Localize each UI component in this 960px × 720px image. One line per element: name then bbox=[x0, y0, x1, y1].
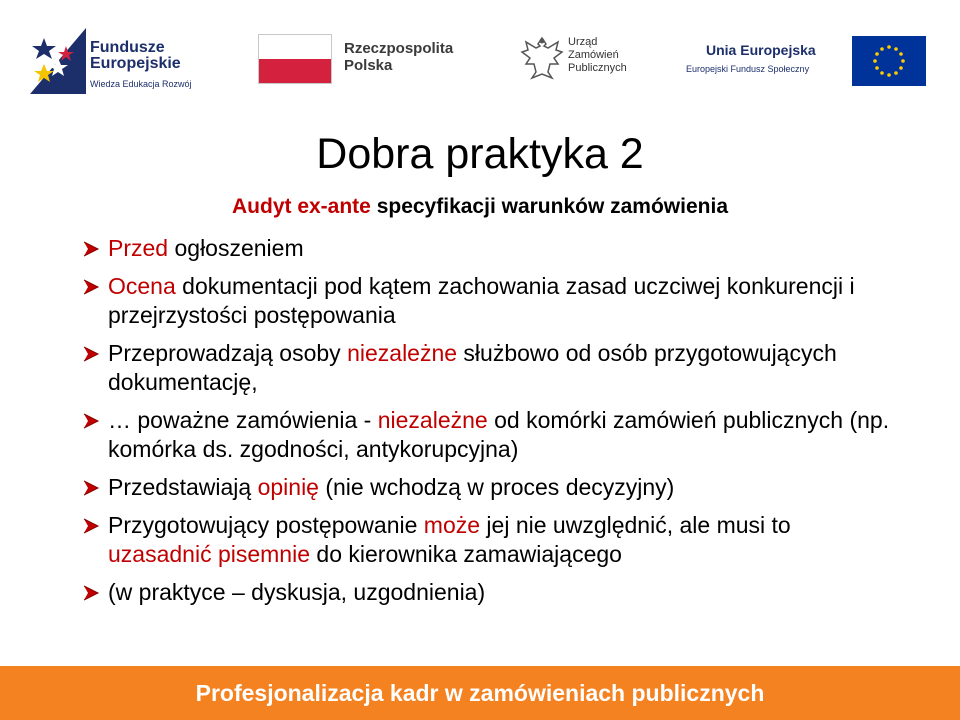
subtitle-highlight: Audyt ex-ante bbox=[232, 195, 371, 218]
arrow-bullet-icon bbox=[82, 412, 100, 430]
bullet-text: … poważne zamówienia - bbox=[108, 407, 378, 433]
arrow-bullet-icon bbox=[82, 517, 100, 535]
ue-title: Unia Europejska bbox=[706, 42, 816, 58]
bullet-text: (w praktyce – dyskusja, uzgodnienia) bbox=[108, 579, 486, 605]
uzp-line1: Urząd bbox=[568, 36, 598, 48]
eagle-emblem-icon bbox=[520, 34, 564, 82]
bullet-item bbox=[80, 406, 900, 464]
uzp-logo bbox=[520, 34, 660, 88]
slide-title: Dobra praktyka 2 bbox=[316, 130, 644, 178]
rzeczpospolita-name bbox=[344, 40, 453, 74]
fundusze-line1: Fundusze bbox=[90, 39, 165, 56]
bullet-item bbox=[80, 339, 900, 397]
bullet-item bbox=[80, 272, 900, 330]
bullet-highlight: opinię bbox=[257, 474, 319, 500]
fundusze-line2: Europejskie bbox=[90, 55, 181, 72]
fundusze-star-icon bbox=[30, 28, 86, 94]
eu-flag-icon bbox=[852, 36, 926, 86]
logo-bar bbox=[0, 0, 960, 120]
bullet-text: ogłoszeniem bbox=[168, 235, 304, 261]
unia-europejska-logo bbox=[686, 36, 926, 88]
arrow-bullet-icon bbox=[82, 240, 100, 258]
uzp-name bbox=[568, 36, 627, 75]
bullet-list bbox=[80, 234, 900, 616]
bullet-highlight: Przed bbox=[108, 235, 169, 261]
uzp-line3: Publicznych bbox=[568, 62, 627, 74]
bullet-text: służbowo od osób przygotowujących dokumentację, bbox=[108, 340, 837, 395]
footer-text: Profesjonalizacja kadr w zamówieniach publicznych bbox=[195, 680, 765, 706]
arrow-bullet-icon bbox=[82, 278, 100, 296]
ue-subtitle: Europejski Fundusz Społeczny bbox=[686, 64, 810, 74]
slide-subtitle bbox=[0, 192, 960, 222]
bullet-highlight: niezależne bbox=[347, 340, 458, 366]
bullet-text: jej nie uwzględnić, ale musi to bbox=[480, 512, 791, 538]
bullet-text: od komórki zamówień publicznych (np. komórka ds. zgodności, antykorupcyjna) bbox=[108, 407, 890, 462]
bullet-text: (nie wchodzą w proces decyzyjny) bbox=[318, 474, 675, 500]
fundusze-europejskie-logo bbox=[30, 28, 250, 98]
rzeczpospolita-logo bbox=[258, 34, 488, 86]
bullet-item bbox=[80, 511, 900, 569]
bullet-highlight: niezależne bbox=[377, 407, 488, 433]
bullet-text: dokumentacji pod kątem zachowania zasad uczciwej konkurencji i przejrzystości postępowania bbox=[108, 273, 855, 328]
bullet-text: Przedstawiają bbox=[108, 474, 258, 500]
bullet-item bbox=[80, 234, 900, 263]
bullet-text: do kierownika zamawiającego bbox=[310, 541, 622, 567]
bullet-highlight: uzasadnić pisemnie bbox=[108, 541, 311, 567]
bullet-highlight: Ocena bbox=[108, 273, 176, 299]
rp-line2: Polska bbox=[344, 57, 393, 74]
bullet-item bbox=[80, 578, 900, 607]
footer-banner bbox=[0, 666, 960, 720]
arrow-bullet-icon bbox=[82, 479, 100, 497]
arrow-bullet-icon bbox=[82, 345, 100, 363]
fundusze-tagline: Wiedza Edukacja Rozwój bbox=[90, 79, 192, 89]
uzp-line2: Zamówień bbox=[568, 49, 619, 61]
bullet-item bbox=[80, 473, 900, 502]
arrow-bullet-icon bbox=[82, 584, 100, 602]
polish-flag-icon bbox=[258, 34, 332, 84]
bullet-text: Przeprowadzają osoby bbox=[108, 340, 348, 366]
fundusze-name bbox=[90, 40, 181, 72]
bullet-highlight: może bbox=[423, 512, 481, 538]
rp-line1: Rzeczpospolita bbox=[344, 40, 454, 57]
bullet-text: Przygotowujący postępowanie bbox=[108, 512, 424, 538]
subtitle-rest: specyfikacji warunków zamówienia bbox=[370, 195, 728, 218]
